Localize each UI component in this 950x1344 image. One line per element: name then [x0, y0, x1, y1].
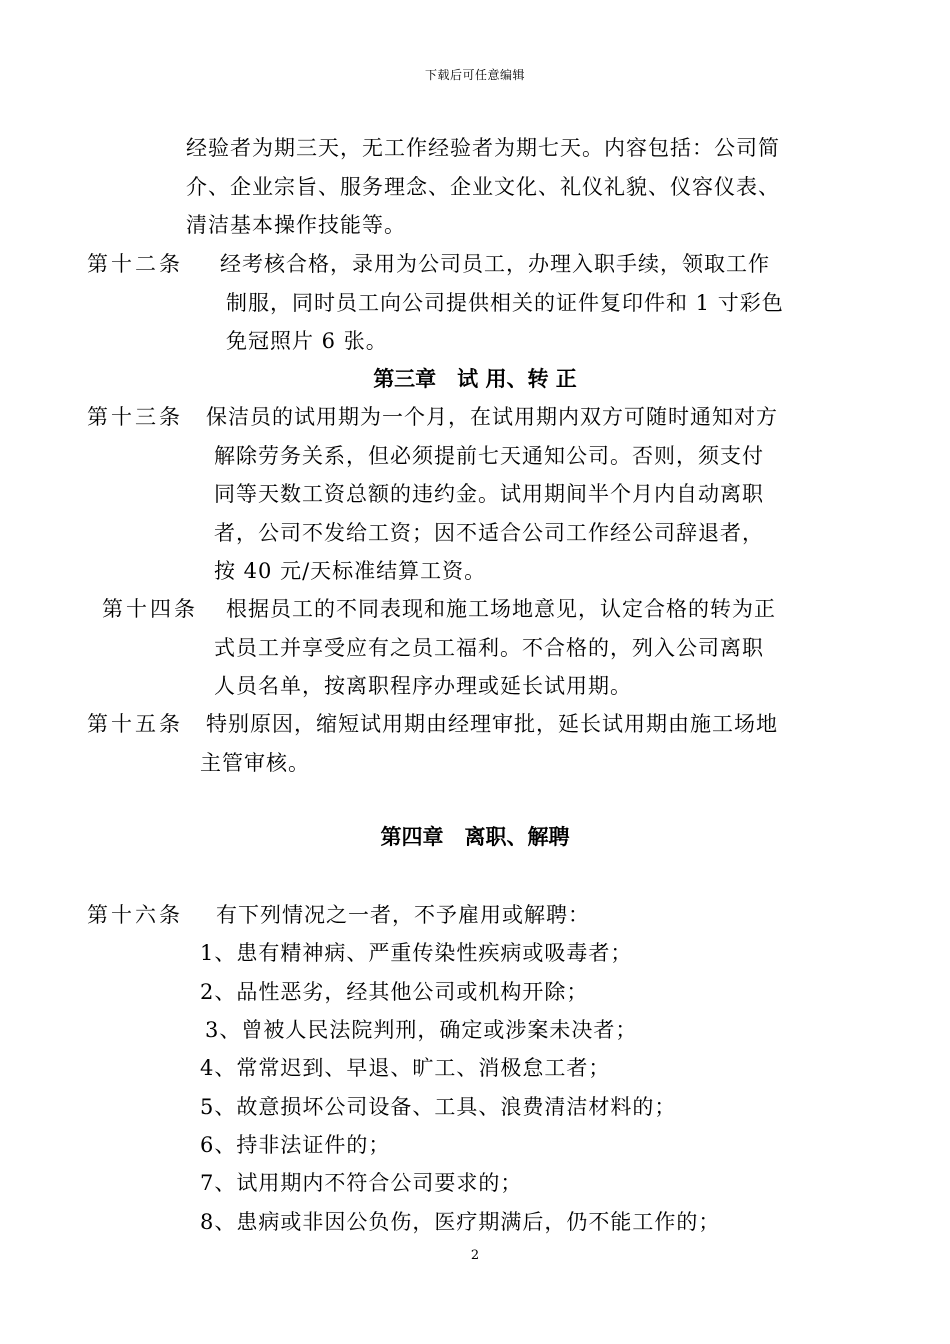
text-line: 根据员工的不同表现和施工场地意见，认定合格的转为正 [226, 597, 776, 621]
text-line: 解除劳务关系，但必须提前七天通知公司。否则，须支付 [214, 444, 764, 468]
text-line: 式员工并享受应有之员工福利。不合格的，列入公司离职 [214, 636, 764, 660]
list-item: 7、试用期内不符合公司要求的； [200, 1171, 523, 1195]
text-line: 主管审核。 [200, 751, 310, 775]
text-line: 制服，同时员工向公司提供相关的证件复印件和 1 寸彩色 [226, 291, 784, 315]
list-item: 8、患病或非因公负伤，医疗期满后，仍不能工作的； [200, 1210, 721, 1234]
text-line: 人员名单，按离职程序办理或延长试用期。 [214, 674, 632, 698]
article-12-label: 第十二条 [87, 252, 183, 276]
text-line: 按 40 元/天标准结算工资。 [214, 559, 487, 583]
text-line: 保洁员的试用期为一个月，在试用期内双方可随时通知对方 [206, 405, 778, 429]
list-item: 2、品性恶劣，经其他公司或机构开除； [200, 980, 589, 1004]
text-line: 有下列情况之一者，不予雇用或解聘： [216, 903, 590, 927]
text-line: 特别原因，缩短试用期由经理审批，延长试用期由施工场地 [206, 712, 778, 736]
text-line: 同等天数工资总额的违约金。试用期间半个月内自动离职 [214, 482, 764, 506]
text-line: 者，公司不发给工资；因不适合公司工作经公司辞退者， [214, 521, 764, 545]
text-line: 免冠照片 6 张。 [226, 329, 388, 353]
article-16-label: 第十六条 [87, 903, 183, 927]
article-13-label: 第十三条 [87, 405, 183, 429]
text-line: 经考核合格，录用为公司员工，办理入职手续，领取工作 [220, 252, 770, 276]
list-item: 1、患有精神病、严重传染性疾病或吸毒者； [200, 941, 633, 965]
text-line: 介、企业宗旨、服务理念、企业文化、礼仪礼貌、仪容仪表、 [186, 175, 780, 199]
chapter-3-heading: 第三章 试 用、转 正 [373, 366, 577, 391]
chapter-4-heading: 第四章 离职、解聘 [380, 824, 570, 849]
list-item: 6、持非法证件的； [200, 1133, 391, 1157]
list-item: 3、曾被人民法院判刑，确定或涉案未决者； [205, 1018, 638, 1042]
text-line: 清洁基本操作技能等。 [186, 213, 406, 237]
text-line: 经验者为期三天，无工作经验者为期七天。内容包括：公司简 [186, 136, 780, 160]
article-14-label: 第十四条 [102, 597, 198, 621]
article-15-label: 第十五条 [87, 712, 183, 736]
list-item: 5、故意损坏公司设备、工具、浪费清洁材料的； [200, 1095, 677, 1119]
page-number: 2 [470, 1248, 480, 1263]
page-header: 下载后可任意编辑 [424, 68, 525, 82]
list-item: 4、常常迟到、早退、旷工、消极怠工者； [200, 1056, 611, 1080]
